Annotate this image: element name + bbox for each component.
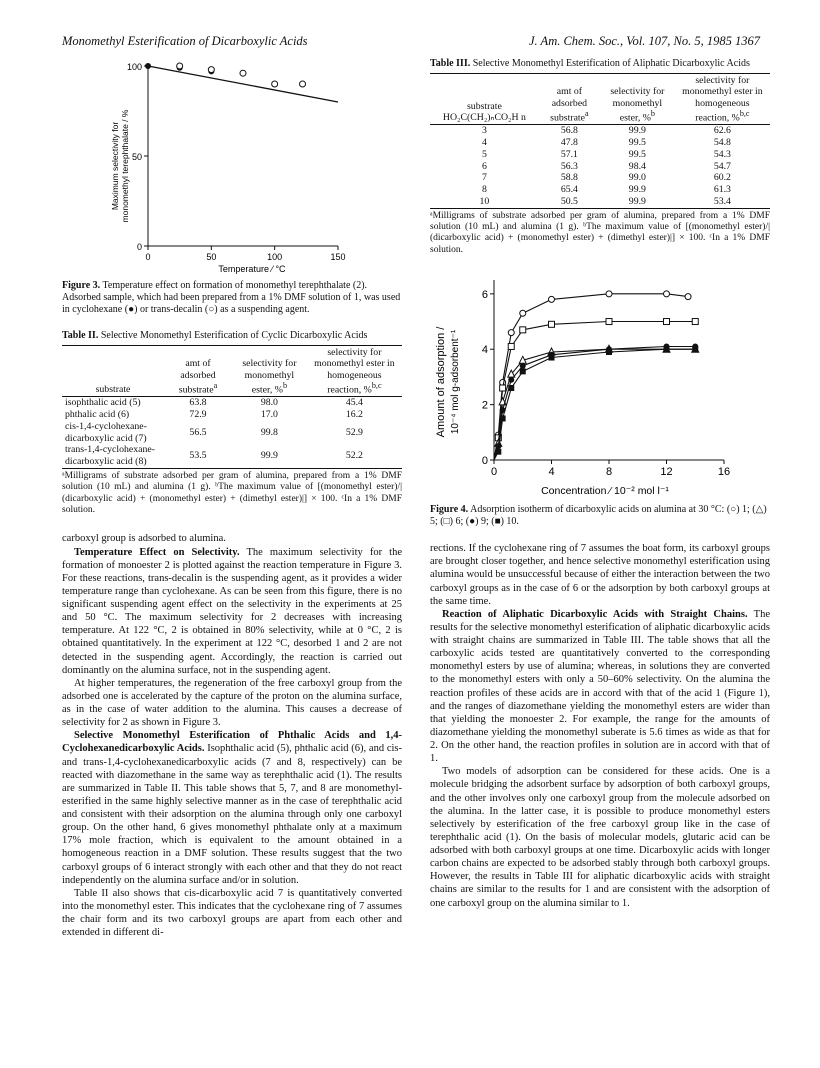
data-point <box>664 346 670 352</box>
x-tick-label: 100 <box>267 252 283 262</box>
data-point <box>549 297 555 303</box>
x-tick-label: 0 <box>490 466 498 479</box>
table-3-title-text: Selective Monomethyl Esterification of Aliphatic Dicarboxylic Acids <box>470 58 750 69</box>
figure-3-caption <box>62 280 402 316</box>
table-cell: 10 <box>430 196 539 208</box>
data-point <box>606 291 612 297</box>
data-point <box>692 319 698 325</box>
table-cell: 54.8 <box>713 137 731 149</box>
x-tick-label: 0 <box>145 252 151 262</box>
table-3-title <box>430 58 770 70</box>
table-cell: 17.0 <box>260 409 278 421</box>
paragraph-text: Table II also shows that cis-dicarboxylic acid 7 is quantitatively converted into the monomethyl ester. This indicates that the cyclohexane ring of 7 assumes the chair form and its two carboxyl groups are apart from each other and extended in different di- <box>62 887 402 939</box>
table-row <box>62 409 402 421</box>
figure-4-caption <box>430 504 770 528</box>
table-cell: 53.5 <box>164 444 232 468</box>
table-3 <box>430 58 770 256</box>
x-tick-label: 12 <box>660 466 673 479</box>
y-tick-label: 0 <box>481 455 488 468</box>
table-cell: trans-1,4-cyclohexane-dicarboxylic acid (8) <box>62 444 164 468</box>
running-header-left: Monomethyl Esterification of Dicarboxylic Acids <box>62 34 308 48</box>
table-cell: 58.8 <box>560 172 578 184</box>
x-tick-label: 50 <box>206 252 217 262</box>
table-2 <box>62 330 402 516</box>
data-point <box>240 70 246 76</box>
table-cell: 6 <box>481 160 487 172</box>
table-cell: 7 <box>481 172 487 184</box>
series-line <box>494 322 695 461</box>
figure-4-caption-text: Adsorption isotherm of dicarboxylic acids on alumina at 30 °C: (○) 1; (△) 5; (□) 6; (●) 9; (■) 10. <box>430 504 767 528</box>
table-row <box>430 137 770 149</box>
paragraph-text: rections. If the cyclohexane ring of 7 assumes the boat form, its carboxyl groups are brought closer together, and hence selective monomethyl esterification using alumina would be unsuccessful because of either the interaction between the two carboxyl groups as in the case of 6 or the adsorption by both carboxyl groups at the same time. <box>430 543 770 607</box>
table-cell: 98.4 <box>628 160 646 172</box>
table-2-grid <box>62 345 402 469</box>
table-cell: 63.8 <box>189 397 207 409</box>
y-tick-label: 6 <box>481 288 488 301</box>
y-tick-label: 50 <box>131 152 142 162</box>
data-point <box>500 385 506 391</box>
paragraph-text: The maximum selectivity for the formation of monoester 2 is plotted against the reaction temperature in Figure 3. For these reactions, trans-decalin is the suspending agent, as it provides a wider temperature range than cyclohexane. As can be seen from this figure, there is no significant suspending agent effect on the selectivity in the experiments at 25 and 50 °C. The maximum selectivity for 2 decreases with increasing temperature. At 122 °C, 2 is obtained in 80% selectivity, while at 0 °C, 2 is obtained quantitatively. In the experiment at 122 °C, desorbed 1 and 2 are not detected in the suspending agent. Accordingly, the reaction is carried out dominantly on the alumina surface, not in the suspending agent. <box>62 546 402 676</box>
table-row <box>430 172 770 184</box>
body-paragraph <box>62 546 402 677</box>
section-heading: Temperature Effect on Selectivity. <box>74 546 240 558</box>
data-point <box>495 449 501 455</box>
table-2-footnote: ᵃMilligrams of substrate adsorbed per gram of alumina, prepared from a 1% DMF solution (10 mL) and alumina (1 g). ᵇThe maximum value of [(monomethyl ester)/|(dicarboxylic acid) + (monomethyl ester) + (dimethyl ester)|] × 100. ᶜIn a 1% DMF solution. <box>62 470 402 515</box>
table-row <box>430 149 770 161</box>
table-2-col-4: selectivity for monomethyl ester in homogeneous reaction, %$^{b,c}$ <box>307 346 402 397</box>
data-point <box>549 355 555 361</box>
y-tick-label: 2 <box>481 399 488 412</box>
table-cell: 50.5 <box>539 196 600 208</box>
fig3-xlabel: Temperature ⁄ °C <box>218 264 286 274</box>
table-cell: 8 <box>481 184 487 196</box>
right-body-text <box>430 542 770 910</box>
data-point <box>664 291 670 297</box>
table-3-grid <box>430 73 770 209</box>
data-point <box>664 319 670 325</box>
table-cell: 57.1 <box>560 148 578 160</box>
table-cell: 54.7 <box>713 160 731 172</box>
table-cell: 99.8 <box>260 426 278 438</box>
fig4-ylabel-2: 10⁻⁴ mol g-adsorbent⁻¹ <box>450 329 461 435</box>
table-cell: 99.9 <box>628 125 646 137</box>
data-point <box>272 81 278 87</box>
table-3-col-2: amt of adsorbed substrate$^a$ <box>539 74 600 125</box>
figure-4-chart <box>430 270 770 500</box>
series-line <box>494 294 688 460</box>
table-row <box>62 397 402 409</box>
table-cell: 56.5 <box>189 426 207 438</box>
figure-3 <box>62 58 402 276</box>
data-point <box>145 63 151 69</box>
table-row <box>430 196 770 208</box>
table-cell: 62.6 <box>713 125 731 137</box>
fig3-ylabel-2: monomethyl terephthalate / % <box>120 109 130 223</box>
figure-3-caption-text: Temperature effect on formation of monomethyl terephthalate (2). Adsorbed sample, which had been prepared from a 1% DMF solution of 1, was used in cyclohexane (●) or trans-decalin (○) as a suspending agent. <box>62 280 401 315</box>
table-3-col-3: selectivity for monomethyl ester, %$^b$ <box>600 74 675 125</box>
fig4-ylabel-1: Amount of adsorption / <box>435 326 447 438</box>
data-point <box>549 321 555 327</box>
table-2-title <box>62 330 402 342</box>
table-cell: 45.4 <box>345 397 363 409</box>
body-paragraph <box>430 765 770 909</box>
table-cell: phthalic acid (6) <box>65 409 130 421</box>
data-point <box>520 363 526 369</box>
running-header-right: J. Am. Chem. Soc., Vol. 107, No. 5, 1985 1367 <box>528 34 760 48</box>
table-3-footnote: ᵃMilligrams of substrate adsorbed per gram of alumina, prepared from a 1% DMF solution (10 mL) and alumina (1 g). ᵇThe maximum value of [(monomethyl ester)/|(dicarboxylic acid) + (monomethyl ester) + (dimethyl ester)|] × 100. ᶜIn a 1% DMF solution. <box>430 210 770 255</box>
data-point <box>208 67 214 73</box>
data-point <box>692 346 698 352</box>
table-cell: 99.5 <box>628 137 646 149</box>
table-row <box>430 125 770 137</box>
table-2-title-text: Selective Monomethyl Esterification of Cyclic Dicarboxylic Acids <box>98 330 368 341</box>
data-point <box>508 330 514 336</box>
data-point <box>300 81 306 87</box>
figure-3-chart <box>62 58 402 276</box>
table-2-label: Table II. <box>62 330 99 341</box>
table-cell: 54.3 <box>713 148 731 160</box>
table-2-col-3: selectivity for monomethyl ester, %$^b$ <box>232 346 307 397</box>
table-cell: 60.2 <box>713 172 731 184</box>
data-point <box>508 385 514 391</box>
table-cell: 52.9 <box>345 426 363 438</box>
fig4-xlabel: Concentration ⁄ 10⁻² mol l⁻¹ <box>541 485 669 498</box>
table-cell: 53.4 <box>675 196 770 208</box>
section-heading: Reaction of Aliphatic Dicarboxylic Acids with Straight Chains. <box>442 608 748 620</box>
table-2-col-1: substrate <box>62 346 164 397</box>
table-cell: 56.8 <box>560 125 578 137</box>
table-cell: 72.9 <box>189 409 207 421</box>
data-point <box>508 377 514 383</box>
data-point <box>177 63 183 69</box>
data-point <box>520 327 526 333</box>
x-tick-label: 4 <box>548 466 555 479</box>
data-point <box>520 310 526 316</box>
data-point <box>606 319 612 325</box>
x-tick-label: 150 <box>330 252 346 262</box>
table-cell: 5 <box>481 148 487 160</box>
table-cell: 61.3 <box>713 184 731 196</box>
left-column <box>62 58 402 939</box>
y-tick-label: 4 <box>481 344 488 357</box>
table-cell: 99.9 <box>232 444 307 468</box>
table-row <box>430 161 770 173</box>
table-3-label: Table III. <box>430 58 471 69</box>
data-point <box>500 416 506 422</box>
section-heading: Selective Monomethyl Esterification of Phthalic Acids and 1,4-Cyclohexanedicarboxylic Acids. <box>62 730 402 755</box>
data-point <box>606 349 612 355</box>
fig3-ylabel-1: Maximum selectivity for <box>110 121 120 211</box>
left-body-text <box>62 532 402 939</box>
table-cell: 4 <box>481 137 487 149</box>
data-point <box>508 344 514 350</box>
body-paragraph <box>62 532 402 545</box>
table-cell: 52.2 <box>307 444 402 468</box>
table-cell: 56.3 <box>560 160 578 172</box>
y-tick-label: 100 <box>126 62 142 72</box>
table-cell: cis-1,4-cyclohexane-dicarboxylic acid (7) <box>65 420 147 444</box>
table-cell: 98.0 <box>260 397 278 409</box>
x-tick-label: 8 <box>605 466 613 479</box>
right-column <box>430 58 770 910</box>
table-cell: 65.4 <box>560 184 578 196</box>
table-row <box>430 184 770 196</box>
data-point <box>520 369 526 375</box>
body-paragraph <box>62 887 402 940</box>
figure-4-caption-label: Figure 4. <box>430 504 469 516</box>
table-3-col-4: selectivity for monomethyl ester in homogeneous reaction, %$^{b,c}$ <box>675 74 770 125</box>
table-cell: 47.8 <box>560 137 578 149</box>
table-cell: 99.0 <box>628 172 646 184</box>
table-cell: 99.9 <box>628 184 646 196</box>
table-cell: 16.2 <box>345 409 363 421</box>
paragraph-text: Two models of adsorption can be considered for these acids. One is a molecule bridging the adsorbent surface by adsorption of both carboxyl groups, and the other involves only one carboxyl group from the molecule adsorbed on the alumina. In the latter case, it is possible to produce monomethyl esters selectively by esterification of the free carboxyl group like in the case of terephthalic acid (1). On the basis of molecular models, glutaric acid can be adsorbed with both carboxyl groups at one time. Dicarboxylic acids with longer carbon chains are expected to be adsorbed stably through both carboxyl groups. However, the results in Table III for aliphatic dicarboxylic acids with straight chains are similar to the results for 1 and are consistent with the adsorption of one carboxyl group on the alumina similar to 1. <box>430 766 770 909</box>
body-paragraph <box>62 677 402 730</box>
body-paragraph <box>430 542 770 608</box>
body-paragraph <box>430 608 770 766</box>
figure-4 <box>430 270 770 500</box>
table-cell: 3 <box>481 125 487 137</box>
paragraph-text: Isophthalic acid (5), phthalic acid (6), and cis- and trans-1,4-cyclohexanedicarboxylic acids (7 and 8, respectively) can be reacted with diazomethane in the same way as terephthalic acid (1). The results are summarized in Table II. This table shows that 5, 7, and 8 are monomethyl-esterified in the same highly selective manner as in the case of terephthalic acid and consistent with their adsorption on the alumina through only one carboxyl group. On the other hand, 6 gives monomethyl phthalate only at a maximum 17% mole fraction, which is equivalent to the amount obtained in a homogeneous reaction in a DMF solution. These results suggest that the two carboxyl groups of 6 interact strongly with each other and that they do not react independently on the alumina surface and/or in solution. <box>62 743 402 886</box>
paragraph-text: carboxyl group is adsorbed to alumina. <box>62 533 226 545</box>
table-3-col-1: substrate HO₂C(CH₂)ₙCO₂H n <box>430 74 539 125</box>
paragraph-text: The results for the selective monomethyl esterification of aliphatic dicarboxylic acids with straight chains are summarized in Table III. The table shows that all the carboxylic acids tested are quantitatively converted to the corresponding monomethyl esters by use of alumina; whereas, in solutions they are converted to the monomethyl esters with only a 50–60% selectivity. On the alumina the reaction profiles of these acids are in accord with that of the acid 1 (Figure 1), and the ranges of diazomethane yielding the monomethyl esters are wider than that yielding the monoester 2. For example, the range for the amounts of diazomethane yielding the monomethyl suberate is 5.6 times as wide as that for 2. On the other hand, the reaction profiles in solution are in accord with that of 1. <box>430 608 770 765</box>
data-point <box>685 294 691 300</box>
table-row <box>62 444 402 468</box>
table-cell: isophthalic acid (5) <box>65 397 141 409</box>
table-cell: 99.5 <box>628 148 646 160</box>
y-tick-label: 0 <box>136 242 142 252</box>
figure-3-caption-label: Figure 3. <box>62 280 101 291</box>
x-tick-label: 16 <box>717 466 731 479</box>
table-cell: 99.9 <box>600 196 675 208</box>
paragraph-text: At higher temperatures, the regeneration of the free carboxyl group from the adsorbed one is accelerated by the capture of the proton on the alumina surface, as in the case of water addition to the alumina. This causes a decrease of selectivity for 2 as shown in Figure 3. <box>62 677 402 729</box>
body-paragraph <box>62 729 402 887</box>
table-2-col-2: amt of adsorbed substrate$^a$ <box>164 346 232 397</box>
table-row <box>62 421 402 445</box>
